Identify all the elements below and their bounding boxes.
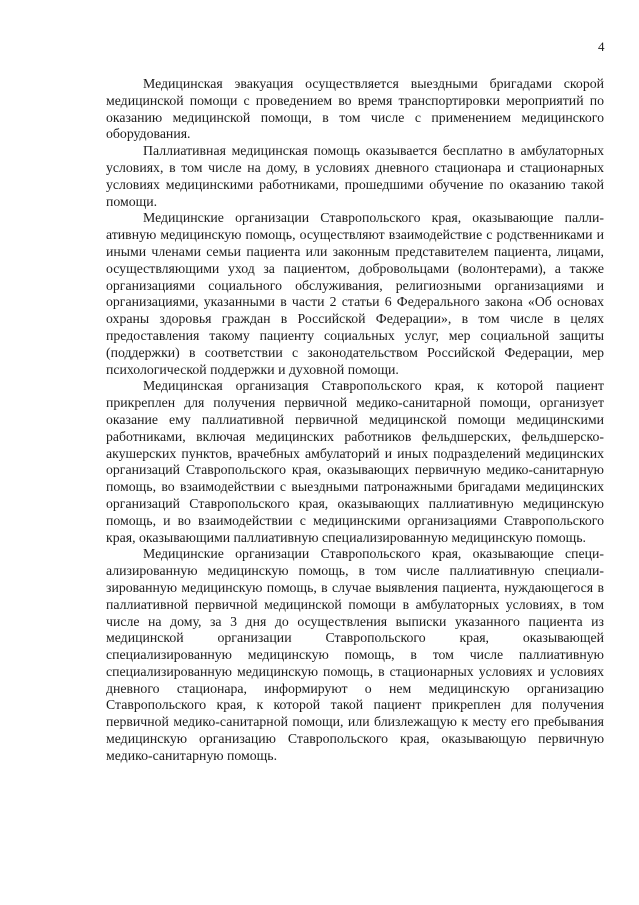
paragraph-palliative-care-free: Паллиативная медицинская помощь оказывается бесплатно в амбулаторных условиях, в том числе на дому, в условиях дневного стационара и стационарных условиях медицинскими работниками, прошедшими обучение по оказанию такой помощи. xyxy=(106,143,604,209)
paragraph-primary-care-organization: Медицинская организация Ставропольского края, к которой пациент прикреплен для получения первичной медико-санитарной помощи, организует оказание ему паллиативной первичной медицинской помощи медицинскими работниками, включая медицинских работников фельдшерских, фельдшерско-акушерских пунктов, врачебных амбулаторий и иных подразделений медицинских организаций Ставропольского края, оказывающих первичную медико-санитарную помощь, во взаимодействии с выездными патронажными бригадами медицинских организаций Ставропольского края, оказывающих паллиативную медицинскую помощь, и во взаимодействии с медицинскими организациями Ставропольского края, оказывающими паллиативную специализированную медицинскую помощь. xyxy=(106,378,604,545)
paragraph-specialized-care-discharge: Медицинские организации Ставропольского края, оказывающие специализированную медицинскую помощь, в том числе паллиативную специализированную медицинскую помощь, в случае выявления пациента, нуждающегося в паллиативной первичной медицинской помощи в амбулаторных условиях, в том числе на дому, за 3 дня до осуществления выписки указанного пациента из медицинской организации Ставропольского края, оказывающей специализированную медицинскую помощь, в том числе паллиативную специализированную медицинскую помощь, в стационарных условиях и условиях дневного стационара, информируют о нем медицинскую организацию Ставропольского края, к которой такой пациент прикреплен для получения первичной медико-санитарной помощи, или близлежащую к месту его пребывания медицинскую организацию Ставропольского края, оказывающую первичную медико-санитарную помощь. xyxy=(106,546,604,763)
document-body xyxy=(106,76,604,765)
paragraph-medical-evacuation: Медицинская эвакуация осуществляется выездными бригадами скорой медицинской помощи с проведением во время транспортировки мероприятий по оказанию медицинской помощи, в том числе с применением медицинского оборудования. xyxy=(106,76,604,142)
page-number: 4 xyxy=(598,39,605,54)
paragraph-organizations-interaction: Медицинские организации Ставропольского края, оказывающие паллиативную медицинскую помощь, осуществляют взаимодействие с родственниками и иными членами семьи пациента или законным представителем пациента, лицами, осуществляющими уход за пациентом, добровольцами (волонтерами), а также организациями социального обслуживания, религиозными организациями и организациями, указанными в части 2 статьи 6 Федерального закона «Об основах охраны здоровья граждан в Российской Федерации», в том числе в целях предоставления такому пациенту социальных услуг, мер социальной защиты (поддержки) в соответствии с законодательством Российской Федерации, мер психологической поддержки и духовной помощи. xyxy=(106,210,604,377)
